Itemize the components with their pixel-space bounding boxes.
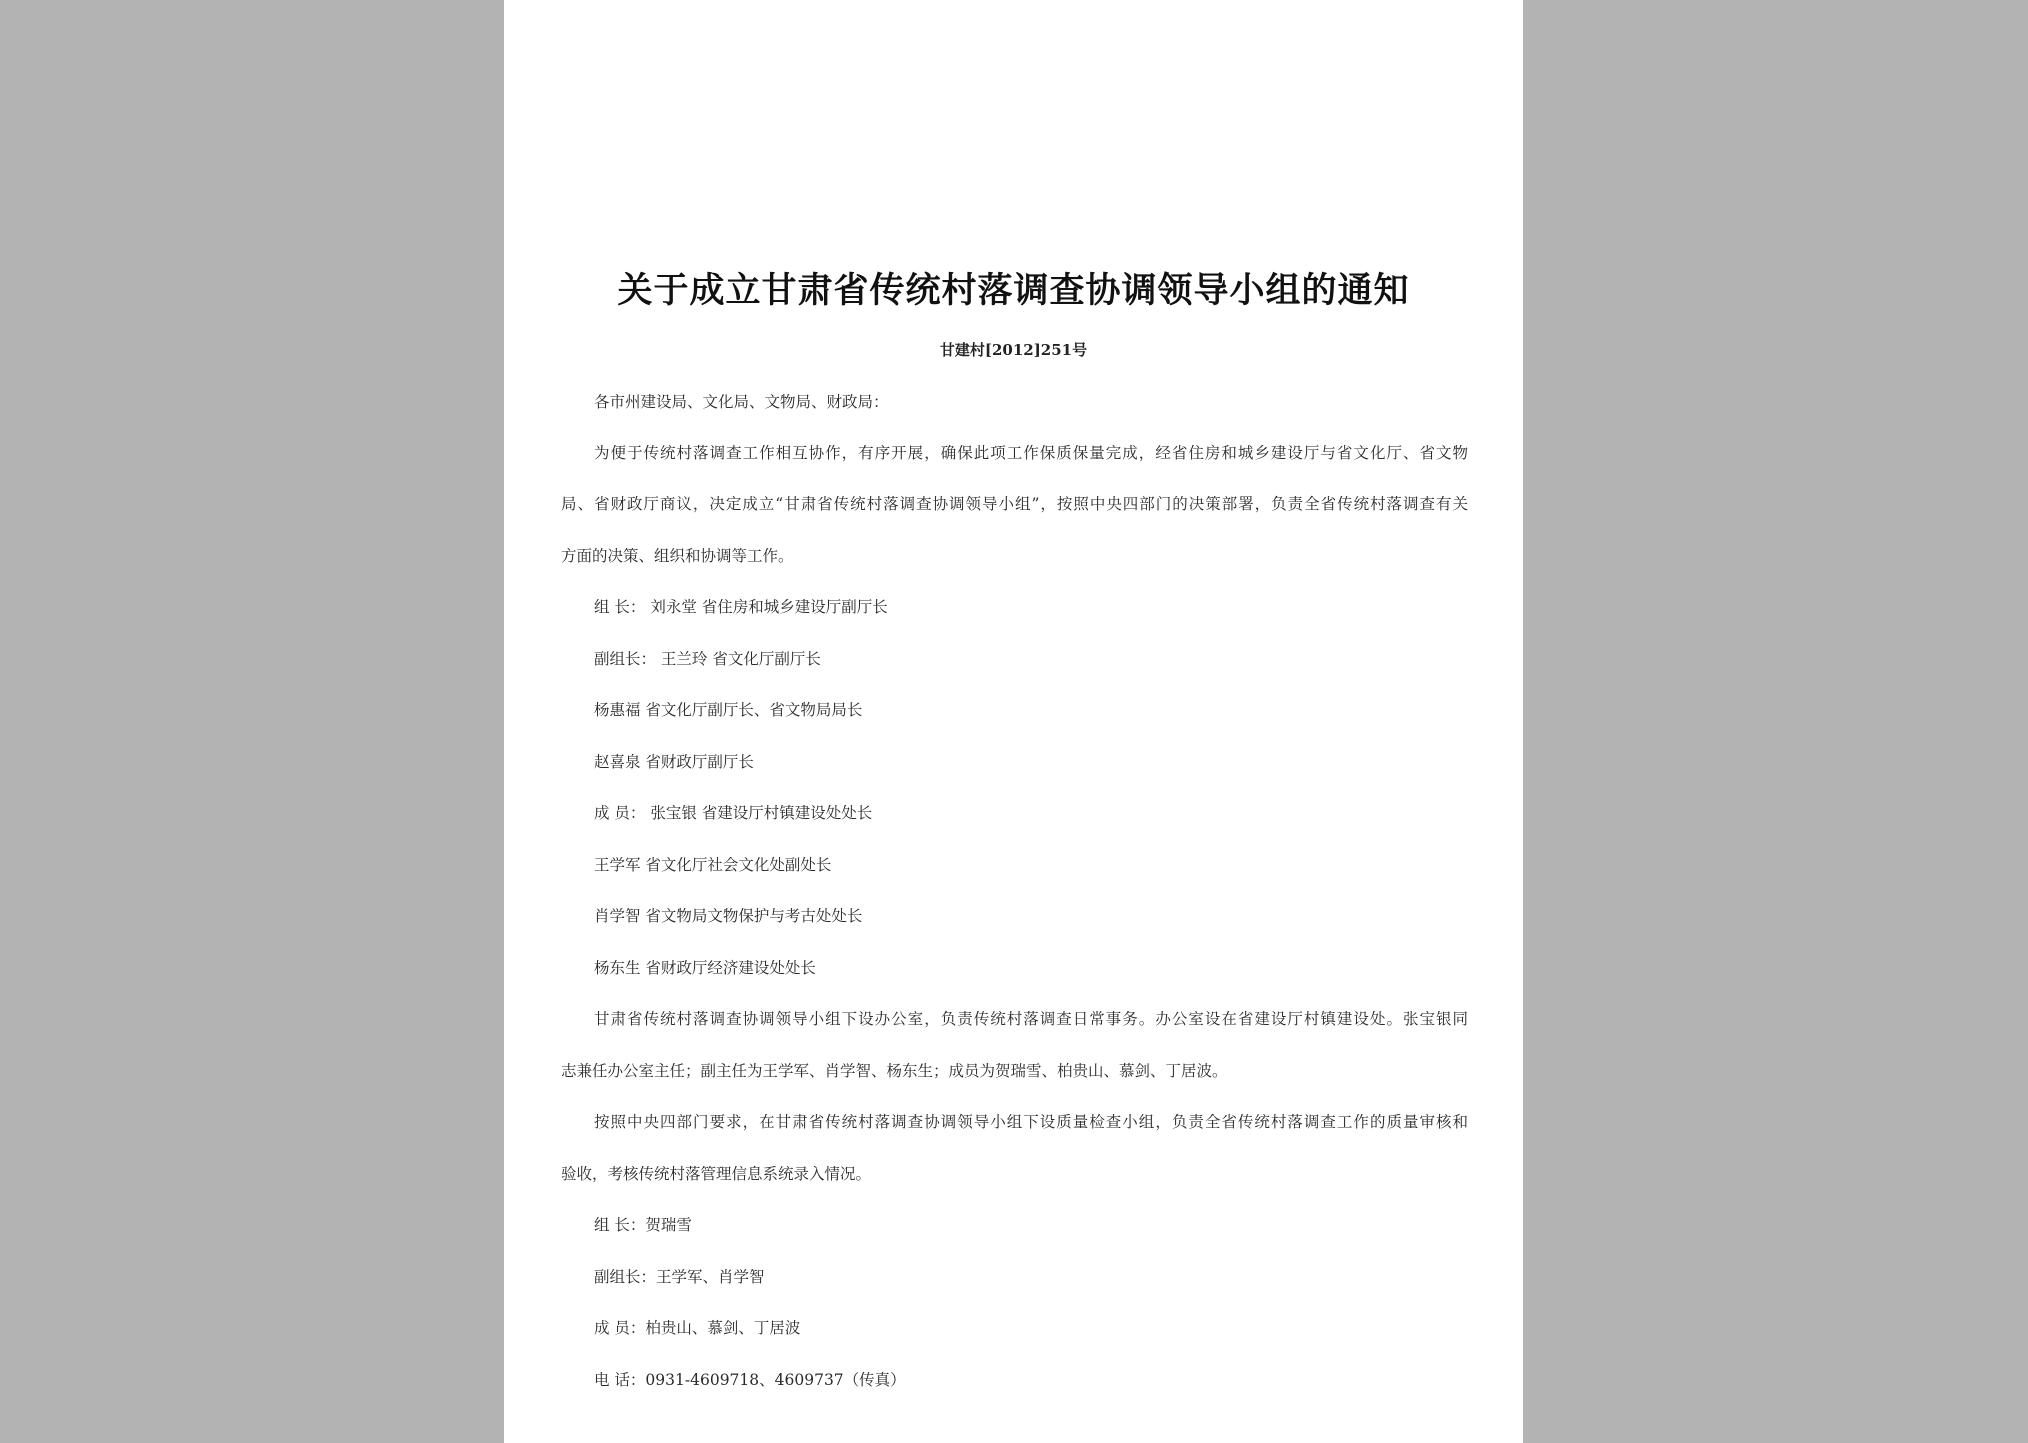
paragraph-line: 局、省财政厅商议，决定成立“甘肃省传统村落调查协调领导小组”，按照中央四部门的决策部署，负责全省传统村落调查有关: [561, 495, 1468, 513]
paragraph-line: 验收，考核传统村落管理信息系统录入情况。: [561, 1165, 872, 1183]
paragraph-line: 按照中央四部门要求，在甘肃省传统村落调查协调领导小组下设质量检查小组，负责全省传统村落调查工作的质量审核和: [594, 1113, 1468, 1131]
salutation-line: 各市州建设局、文化局、文物局、财政局：: [594, 393, 889, 411]
member-line: 组 长：贺瑞雪: [594, 1216, 692, 1234]
member-line: 赵喜泉 省财政厅副厅长: [594, 753, 754, 771]
member-line: 组 长： 刘永堂 省住房和城乡建设厅副厅长: [594, 598, 888, 616]
paragraph-line: 为便于传统村落调查工作相互协作，有序开展，确保此项工作保质保量完成，经省住房和城乡建设厅与省文化厅、省文物: [594, 444, 1468, 462]
document-number: 甘建村[2012]251号: [939, 341, 1088, 359]
contact-line: 电 话：0931-4609718、4609737（传真）: [594, 1371, 906, 1389]
member-line: 副组长： 王兰玲 省文化厅副厅长: [594, 650, 821, 668]
member-line: 肖学智 省文物局文物保护与考古处处长: [594, 907, 863, 925]
member-line: 成 员： 张宝银 省建设厅村镇建设处处长: [594, 804, 873, 822]
member-line: 副组长：王学军、肖学智: [594, 1268, 765, 1286]
document-page: [504, 0, 1523, 1443]
paragraph-line: 志兼任办公室主任；副主任为王学军、肖学智、杨东生；成员为贺瑞雪、柏贵山、慕剑、丁居波。: [561, 1062, 1228, 1080]
paragraph-line: 方面的决策、组织和协调等工作。: [561, 547, 794, 565]
member-line: 杨惠福 省文化厅副厅长、省文物局局长: [594, 701, 863, 719]
member-line: 王学军 省文化厅社会文化处副处长: [594, 856, 832, 874]
member-line: 杨东生 省财政厅经济建设处处长: [594, 959, 816, 977]
paragraph-line: 甘肃省传统村落调查协调领导小组下设办公室，负责传统村落调查日常事务。办公室设在省建设厅村镇建设处。张宝银同: [594, 1010, 1468, 1028]
document-title: 关于成立甘肃省传统村落调查协调领导小组的通知: [617, 270, 1410, 311]
member-line: 成 员：柏贵山、慕剑、丁居波: [594, 1319, 801, 1337]
